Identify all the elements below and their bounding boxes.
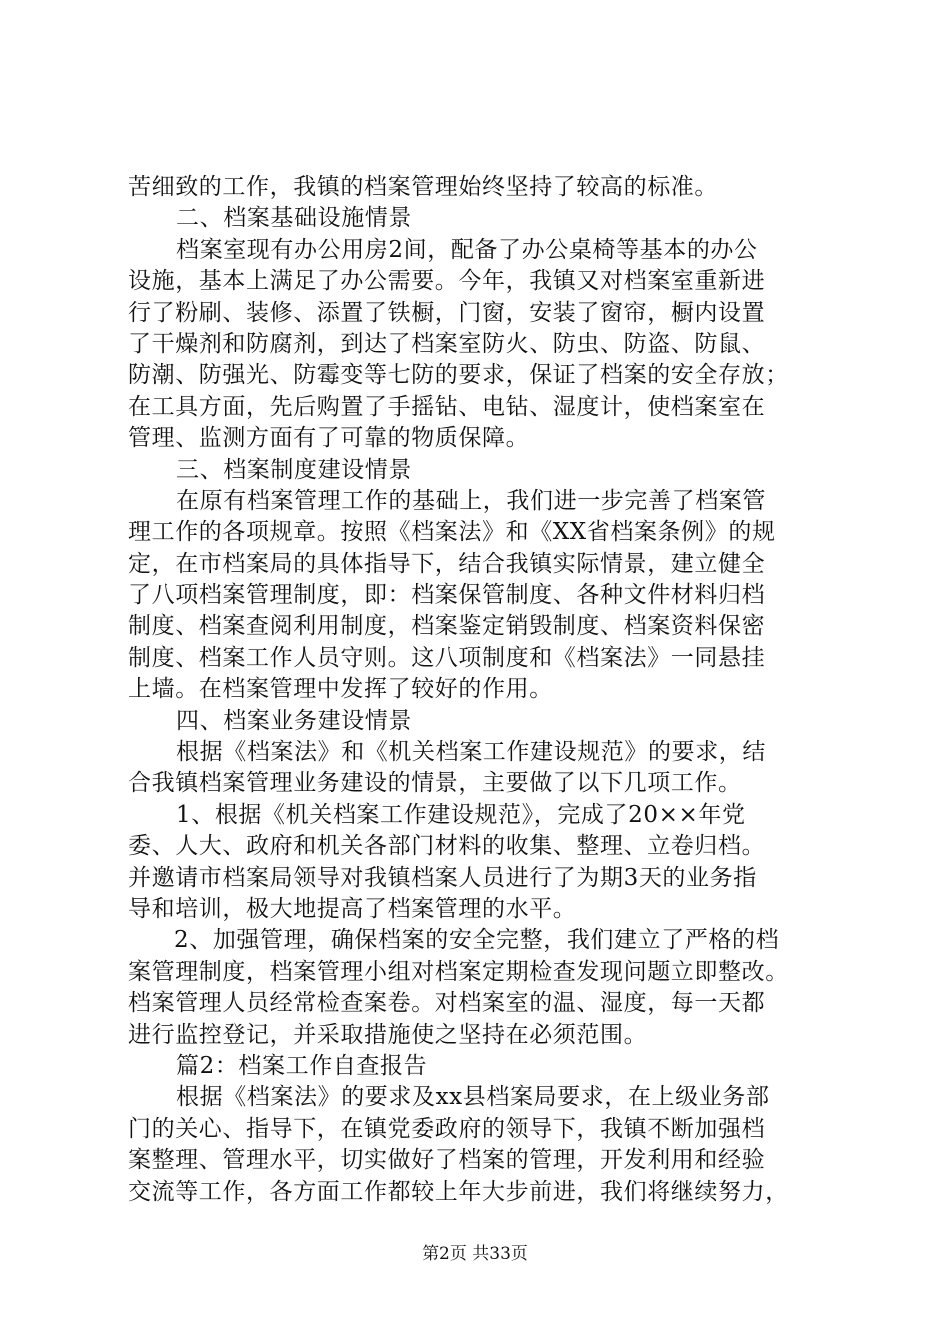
text-line: 委、人大、政府和机关各部门材料的收集、整理、立卷归档。: [128, 833, 766, 860]
text-line: 制度、档案查阅利用制度，档案鉴定销毁制度、档案资料保密: [128, 613, 766, 640]
paragraph-first-line: 档案室现有办公用房2间，配备了办公桌椅等基本的办公: [176, 236, 758, 263]
text-line: 理工作的各项规章。按照《档案法》和《XX省档案条例》的规: [128, 519, 776, 546]
text-line: 管理、监测方面有了可靠的物质保障。: [128, 425, 530, 452]
section-heading: 二、档案基础设施情景: [176, 205, 412, 232]
text-line: 进行监控登记，并采取措施使之坚持在必须范围。: [128, 1021, 648, 1048]
section-heading: 篇2：档案工作自查报告: [176, 1052, 428, 1079]
text-line: 制度、档案工作人员守则。这八项制度和《档案法》一同悬挂: [128, 644, 766, 671]
paragraph-first-line: 1、根据《机关档案工作建设规范》，完成了20××年党: [176, 801, 746, 828]
paragraph-first-line: 在原有档案管理工作的基础上，我们进一步完善了档案管: [176, 487, 766, 514]
text-line: 防潮、防强光、防霉变等七防的要求，保证了档案的安全存放；: [128, 362, 789, 389]
document-body: [128, 172, 840, 1208]
text-line: 苦细致的工作，我镇的档案管理始终坚持了较高的标准。: [128, 174, 718, 200]
text-line: 门的关心、指导下，在镇党委政府的领导下，我镇不断加强档: [128, 1115, 766, 1142]
text-line: 案整理、管理水平，切实做好了档案的管理，开发利用和经验: [128, 1147, 766, 1174]
text-line: 设施，基本上满足了办公需要。今年，我镇又对档案室重新进: [128, 268, 766, 295]
section-heading: 四、档案业务建设情景: [176, 707, 412, 734]
text-line: 了干燥剂和防腐剂，到达了档案室防火、防虫、防盗、防鼠、: [128, 330, 766, 357]
text-line: 案管理制度，档案管理小组对档案定期检查发现问题立即整改。: [128, 958, 789, 985]
text-line: 交流等工作，各方面工作都较上年大步前进，我们将继续努力，: [128, 1178, 789, 1205]
text-line: 上墙。在档案管理中发挥了较好的作用。: [128, 676, 553, 703]
text-line: 在工具方面，先后购置了手摇钻、电钻、湿度计，使档案室在: [128, 393, 766, 420]
text-line: 定，在市档案局的具体指导下，结合我镇实际情景，建立健全: [128, 550, 766, 577]
text-line: 行了粉刷、装修、添置了铁橱，门窗，安装了窗帘，橱内设置: [128, 299, 766, 326]
paragraph-first-line: 根据《档案法》的要求及xx县档案局要求，在上级业务部: [176, 1084, 770, 1111]
text-line: 并邀请市档案局领导对我镇档案人员进行了为期3天的业务指: [128, 864, 757, 891]
section-heading: 三、档案制度建设情景: [176, 456, 412, 483]
text-line: 了八项档案管理制度，即：档案保管制度、各种文件材料归档: [128, 582, 766, 609]
page-footer: 第2页 共33页: [422, 1244, 528, 1264]
text-line: 档案管理人员经常检查案卷。对档案室的温、湿度，每一天都: [128, 990, 766, 1017]
text-line: 导和培训，极大地提高了档案管理的水平。: [128, 895, 577, 922]
text-line: 合我镇档案管理业务建设的情景，主要做了以下几项工作。: [128, 770, 742, 797]
paragraph-first-line: 根据《档案法》和《机关档案工作建设规范》的要求，结: [176, 739, 766, 766]
paragraph-first-line: 2、加强管理，确保档案的安全完整，我们建立了严格的档: [174, 927, 780, 954]
